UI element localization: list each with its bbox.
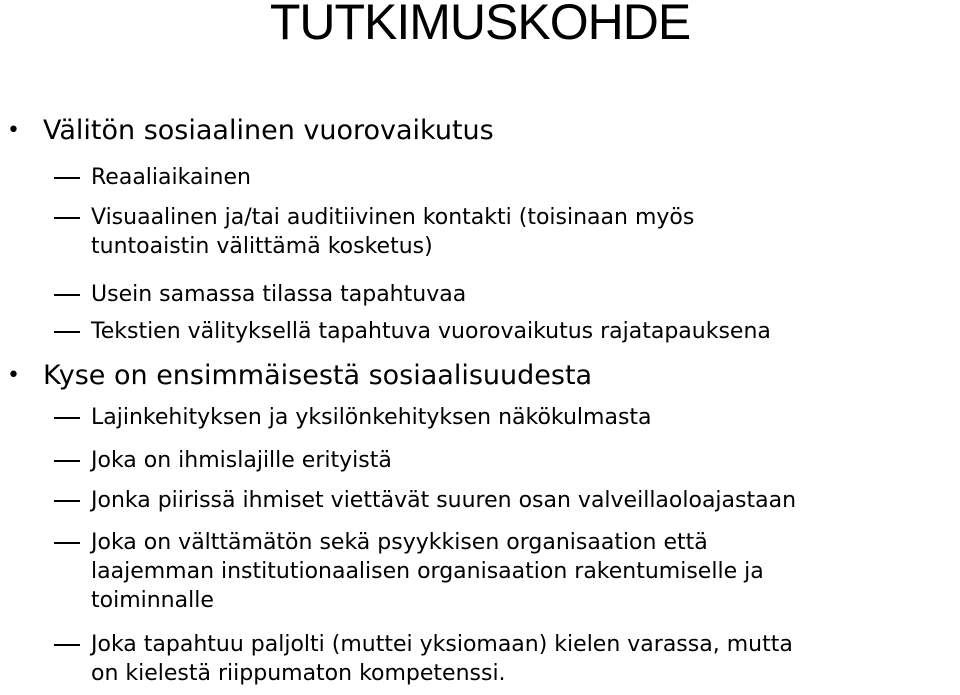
dash-icon [54, 217, 80, 219]
sub-item-text: Usein samassa tilassa tapahtuvaa [91, 282, 467, 307]
sub-item [91, 486, 796, 515]
sub-item-text: Jonka piirissä ihmiset viettävät suuren osan valveillaoloajastaan [91, 488, 797, 513]
dash-icon [54, 542, 80, 544]
dash-icon [54, 460, 80, 462]
sub-item-text: Joka on ihmislajille erityistä [91, 448, 392, 473]
sub-item-text: laajemman institutionaalisen organisaation rakentumiselle ja [91, 559, 764, 584]
sub-item-text: Lajinkehityksen ja yksilönkehityksen näkökulmasta [91, 405, 652, 430]
sub-item-text: Joka tapahtuu paljolti (muttei yksiomaan) kielen varassa, mutta [91, 632, 793, 657]
sub-item [91, 163, 251, 192]
sub-item [91, 446, 392, 475]
dash-icon [54, 500, 80, 502]
sub-item-text: Joka on välttämätön sekä psyykkisen organisaation että [91, 530, 708, 555]
bullet-heading: Kyse on ensimmäisestä sosiaalisuudesta [43, 360, 593, 391]
bullet-dot-icon: • [7, 363, 20, 388]
sub-item [91, 403, 652, 432]
dash-icon [54, 294, 80, 296]
sub-item-text: toiminnalle [91, 588, 214, 613]
sub-item-text: Visuaalinen ja/tai auditiivinen kontakti (toisinaan myös [91, 205, 695, 230]
bullet-item-1 [7, 115, 494, 146]
dash-icon [54, 331, 80, 333]
sub-item [91, 317, 771, 346]
sub-item [91, 630, 793, 688]
sub-item [91, 280, 466, 309]
slide-title: TUTKIMUSKOHDE [269, 0, 691, 50]
dash-icon [54, 644, 80, 646]
sub-item [91, 203, 694, 261]
sub-item-text: Tekstien välityksellä tapahtuva vuorovaikutus rajatapauksena [91, 319, 771, 344]
sub-item-text: on kielestä riippumaton kompetenssi. [91, 661, 506, 686]
bullet-item-2 [7, 360, 593, 391]
dash-icon [54, 417, 80, 419]
sub-item-text: tuntoaistin välittämä kosketus) [91, 234, 433, 259]
bullet-dot-icon: • [7, 118, 20, 143]
bullet-heading: Välitön sosiaalinen vuorovaikutus [43, 115, 494, 146]
sub-item [91, 528, 764, 615]
dash-icon [54, 177, 80, 179]
sub-item-text: Reaaliaikainen [91, 165, 251, 190]
